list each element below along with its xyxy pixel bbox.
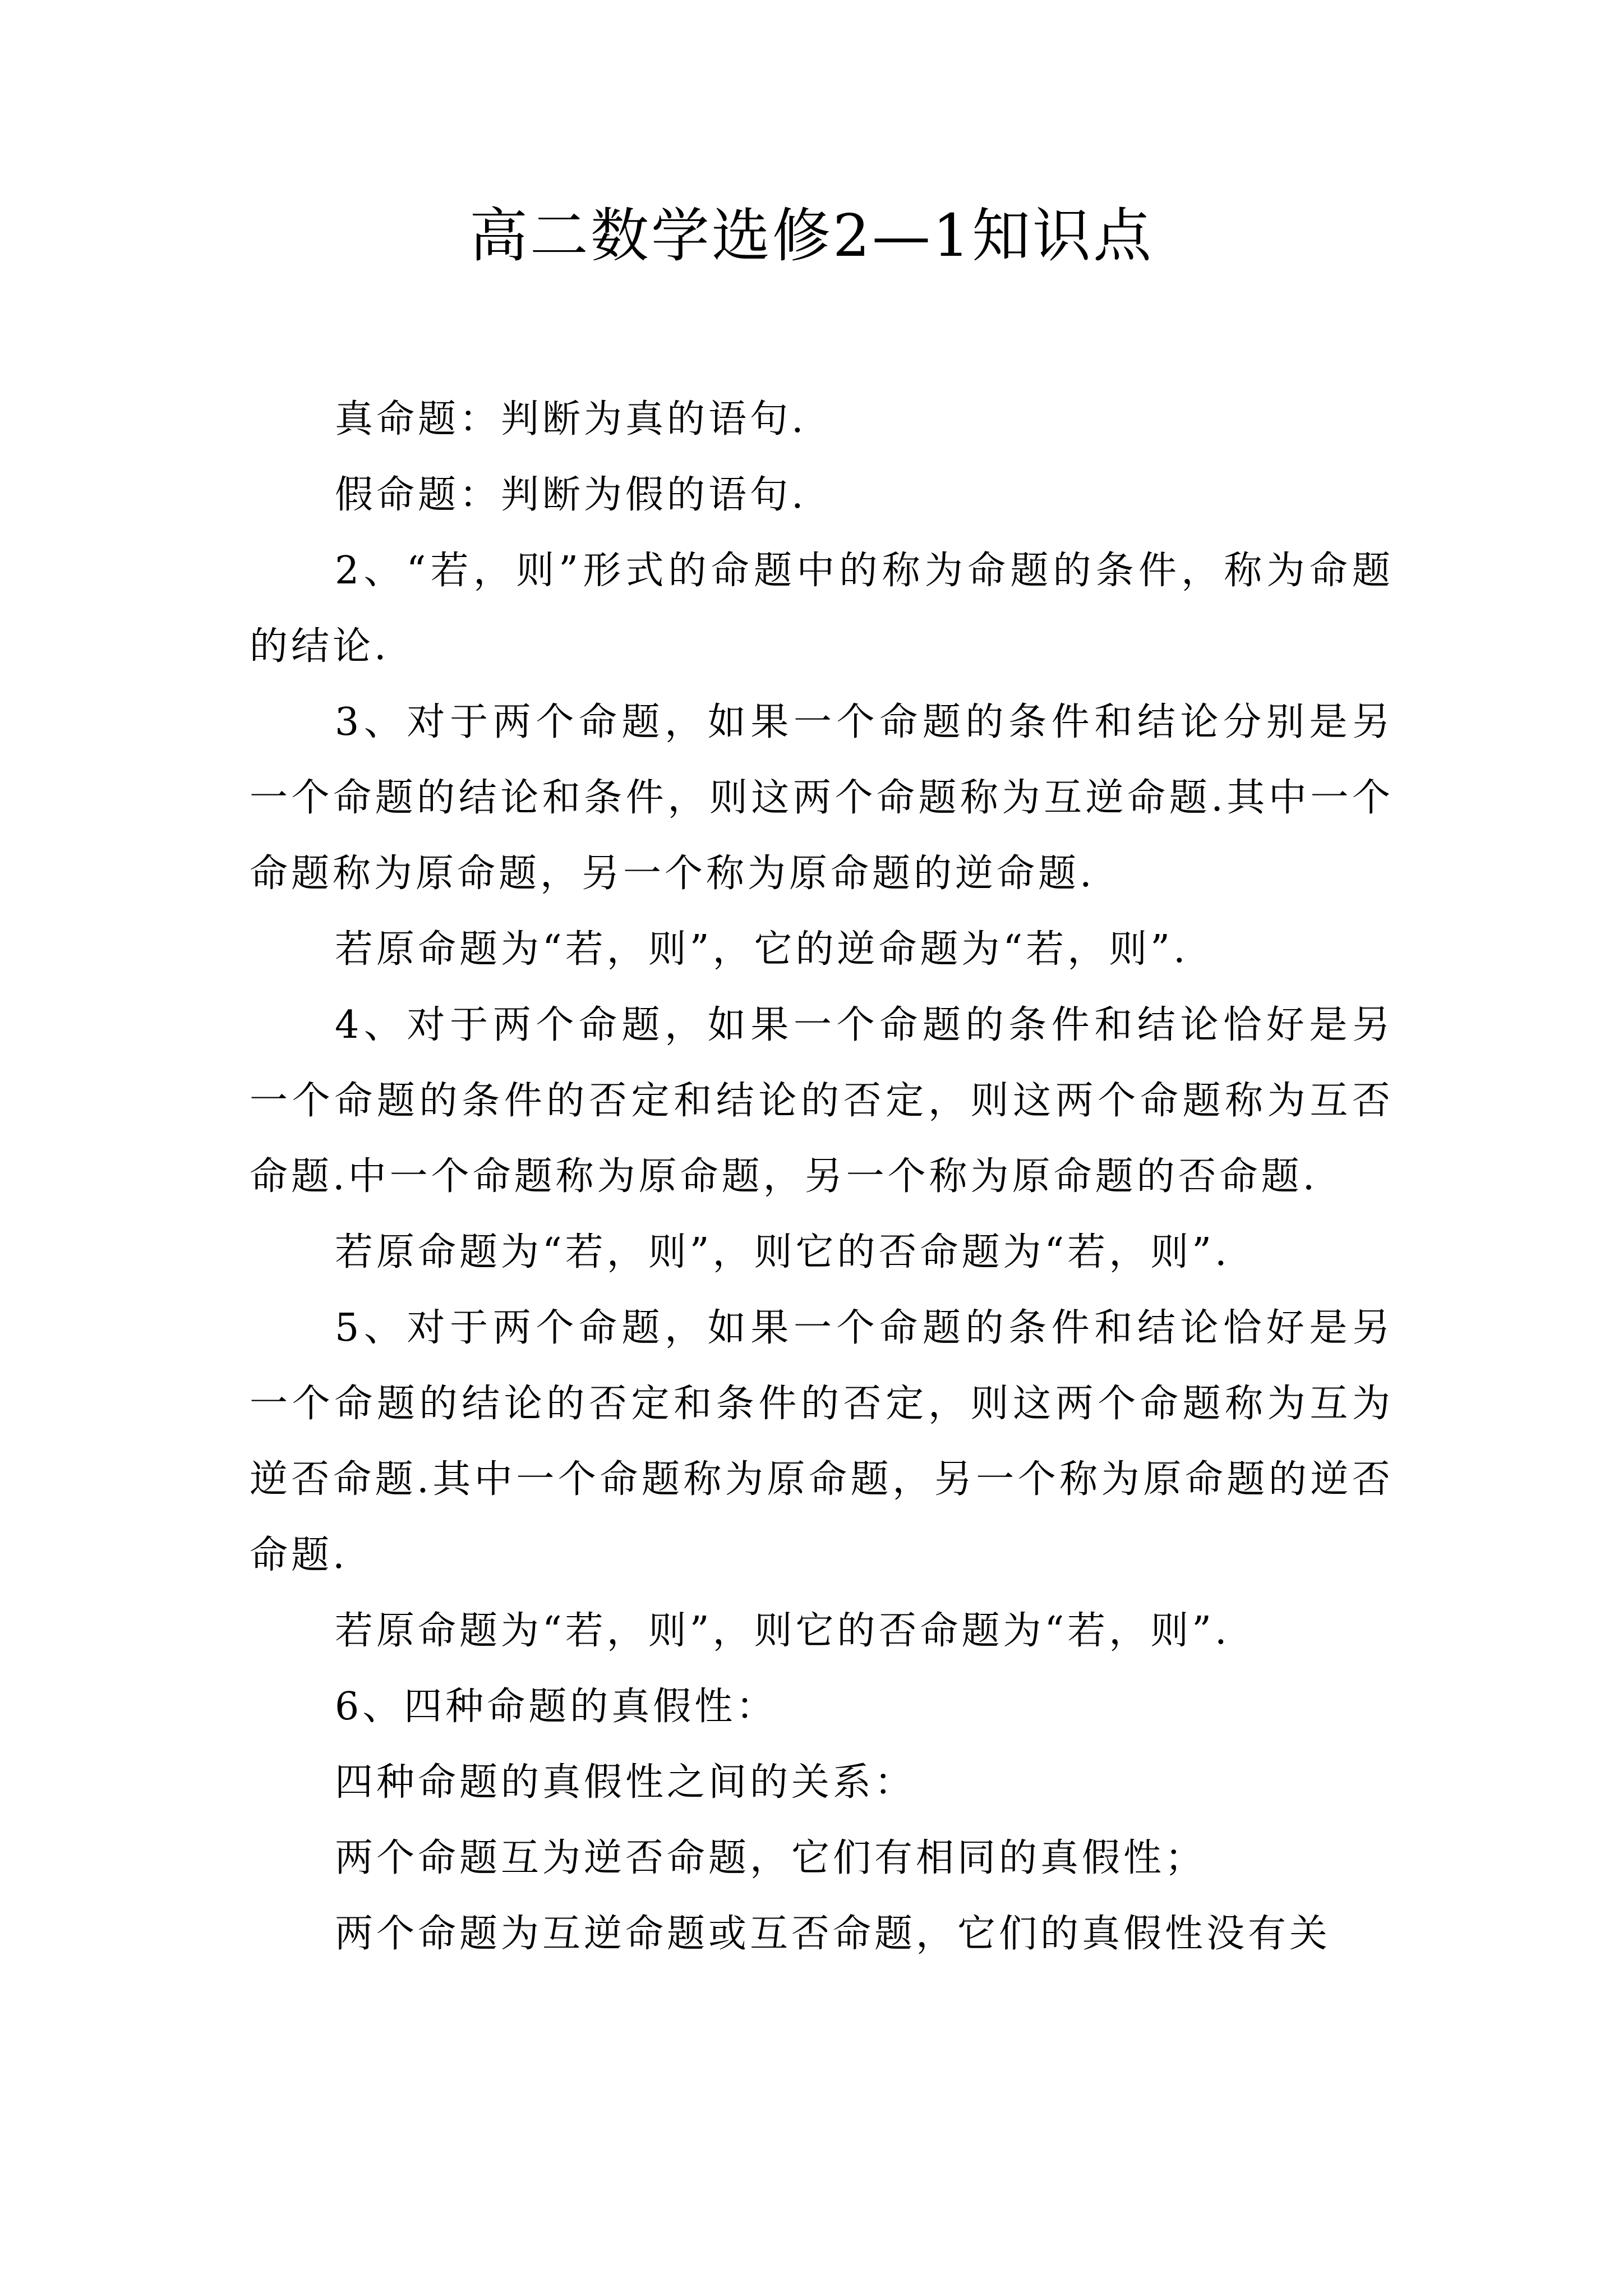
document-title: 高二数学选修2—1知识点: [469, 201, 1154, 270]
paragraph: 假命题：判断为假的语句.: [335, 473, 807, 517]
paragraph: 两个命题互为逆否命题，它们有相同的真假性；: [335, 1836, 1207, 1880]
paragraph: 3、对于两个命题，如果一个命题的条件和结论分别是另一个命题的结论和条件，则这两个命题称为互逆命题.其中一个命题称为原命题，另一个称为原命题的逆命题.: [250, 700, 1394, 896]
paragraph: 4、对于两个命题，如果一个命题的条件和结论恰好是另一个命题的条件的否定和结论的否定，则这两个命题称为互否命题.中一个命题称为原命题，另一个称为原命题的否命题.: [250, 1003, 1394, 1199]
paragraph: 若原命题为“若，则”，则它的否命题为“若，则”.: [335, 1230, 1230, 1274]
paragraph: 两个命题为互逆命题或互否命题，它们的真假性没有关: [335, 1912, 1331, 1956]
paragraph: 2、“若，则”形式的命题中的称为命题的条件，称为命题的结论.: [250, 549, 1394, 669]
paragraph: 真命题：判断为真的语句.: [335, 397, 807, 441]
paragraph: 6、四种命题的真假性：: [335, 1685, 778, 1729]
paragraph: 若原命题为“若，则”，则它的否命题为“若，则”.: [335, 1609, 1230, 1653]
document-body: [250, 381, 1394, 1972]
paragraph: 若原命题为“若，则”，它的逆命题为“若，则”.: [335, 927, 1189, 972]
paragraph: 5、对于两个命题，如果一个命题的条件和结论恰好是另一个命题的结论的否定和条件的否定，则这两个命题称为互为逆否命题.其中一个命题称为原命题，另一个称为原命题的逆否命题.: [250, 1306, 1394, 1577]
paragraph: 四种命题的真假性之间的关系：: [335, 1760, 916, 1805]
